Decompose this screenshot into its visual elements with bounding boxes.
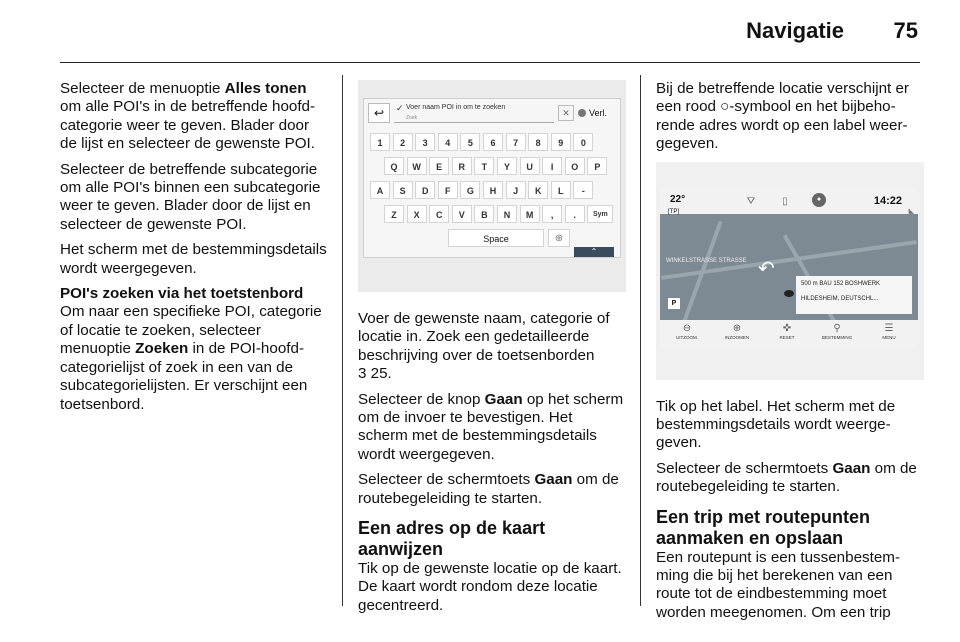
zoom-in-button[interactable]: ⊕ INZOOMEN	[714, 322, 760, 346]
key[interactable]: 5	[460, 133, 480, 151]
menu-icon: ☰	[884, 322, 894, 334]
source-icon[interactable]: ●	[812, 193, 826, 207]
key[interactable]: ,	[542, 205, 562, 223]
key[interactable]: 9	[551, 133, 571, 151]
key[interactable]: 1	[370, 133, 390, 151]
menu-button[interactable]: ☰ MENU	[866, 322, 912, 346]
verl-icon	[578, 109, 586, 117]
key[interactable]: 3	[415, 133, 435, 151]
paragraph: Een routepunt is een tussenbestemming die bij het berekenen van een route tot de eindbestemming moet worden meegenomen. Om een trip	[656, 548, 900, 621]
key[interactable]: E	[429, 157, 449, 175]
section-heading: Een adres op de kaart aanwijzen	[358, 518, 546, 560]
page-title: Navigatie	[746, 18, 844, 43]
key[interactable]: W	[407, 157, 427, 175]
globe-icon[interactable]: ⊕	[548, 229, 570, 247]
zoom-out-icon: ⊖	[682, 322, 692, 334]
key[interactable]: G	[460, 181, 480, 199]
map-top-bar	[660, 188, 918, 214]
keyboard-figure	[358, 80, 626, 292]
page-header	[60, 18, 920, 48]
section-subheading: POI's zoeken via het toetstenbord	[60, 285, 304, 303]
column-3	[656, 80, 924, 629]
search-input[interactable]: ✓ Voer naam POI in om te zoeken Zoek	[394, 103, 554, 123]
key[interactable]: C	[429, 205, 449, 223]
location-marker-icon	[784, 290, 794, 297]
tmc-indicator: [TP]	[668, 208, 680, 215]
key[interactable]: 0	[573, 133, 593, 151]
paragraph: Tik op de gewenste locatie op de kaart. De kaart wordt rondom deze locatie gecentreerd.	[358, 560, 622, 614]
address-label[interactable]: 500 m BAU 152 BOSHWERK HILDESHEIM, DEUTSCHL...	[796, 276, 912, 314]
temperature: 22°	[670, 193, 686, 205]
paragraph: Voer de gewenste naam, categorie of locatie in. Zoek een gedetailleerde beschrijving over de toetsenborden 3 25.	[358, 310, 610, 383]
navigation-icon[interactable]: ⛛	[746, 195, 756, 207]
key[interactable]: U	[520, 157, 540, 175]
key[interactable]: P	[587, 157, 607, 175]
key[interactable]: Z	[384, 205, 404, 223]
section-heading: Een trip met routepunten aanmaken en opslaan	[656, 506, 871, 548]
street-name: WINKELSTRASSE STRASSE	[666, 257, 747, 264]
key[interactable]: 7	[506, 133, 526, 151]
crosshair-icon: ✜	[782, 322, 792, 334]
paragraph: Bij de betreffende locatie verschijnt er een rood ○-symbool en het bijbehorende adres wordt op een label weergegeven.	[656, 80, 909, 153]
clear-icon[interactable]: ✕	[558, 105, 574, 121]
check-icon: ✓	[396, 103, 404, 113]
key[interactable]: N	[497, 205, 517, 223]
key[interactable]: R	[452, 157, 472, 175]
map-screen[interactable]	[660, 188, 918, 348]
key[interactable]: A	[370, 181, 390, 199]
paragraph: Om naar een specifieke POI, categorie of locatie te zoeken, selecteer menuoptie Zoeken in de POI-hoofdcategorielijst of zoek in een van de subcategorielijsten. Er verschijnt een toetsenbord.	[60, 303, 322, 413]
clock: 14:22	[873, 194, 902, 207]
paragraph: Selecteer de betreffende subcategorie om alle POI's binnen een subcategorie weer te geven. Blader door de lijst en selecteer de gewenste POI.	[60, 160, 321, 233]
key[interactable]: M	[520, 205, 540, 223]
key[interactable]: H	[483, 181, 503, 199]
page-reference: 3 25.	[358, 365, 392, 383]
destination-button[interactable]: ⚲ BESTEMMING	[814, 322, 860, 346]
zoom-in-icon: ⊕	[732, 322, 742, 334]
key[interactable]: 2	[393, 133, 413, 151]
key[interactable]: B	[474, 205, 494, 223]
key[interactable]: .	[565, 205, 585, 223]
key[interactable]: S	[393, 181, 413, 199]
column-divider-1	[342, 75, 343, 606]
keyboard-top-bar	[368, 103, 618, 125]
column-2	[358, 72, 626, 622]
space-key[interactable]: Space	[448, 229, 544, 247]
route-arrow-icon: ↶	[758, 257, 775, 280]
paragraph: Selecteer de knop Gaan op het scherm om de invoer te bevestigen. Het scherm met de bestemmingsdetails wordt weergegeven.	[358, 390, 624, 463]
paragraph: Tik op het label. Het scherm met de bestemmingsdetails wordt weergegeven.	[656, 397, 896, 452]
key[interactable]: 4	[438, 133, 458, 151]
key[interactable]: J	[506, 181, 526, 199]
paragraph: Selecteer de menuoptie Alles tonen om alle POI's in de betreffende hoofdcategorie weer te geven. Blader door de lijst en selecteer de gewenste POI.	[60, 80, 316, 153]
key[interactable]: Y	[497, 157, 517, 175]
key[interactable]: Q	[384, 157, 404, 175]
key[interactable]: -	[573, 181, 593, 199]
phone-icon[interactable]: ▯	[782, 195, 788, 207]
key[interactable]: V	[452, 205, 472, 223]
column-1	[60, 80, 327, 421]
signal-icon: ◣	[908, 207, 914, 215]
keyboard-screen	[363, 98, 621, 258]
search-icon: ⚲	[833, 322, 841, 334]
sym-key[interactable]: Sym	[587, 205, 613, 223]
key[interactable]: K	[528, 181, 548, 199]
key[interactable]: D	[415, 181, 435, 199]
page-number: 75	[893, 18, 918, 43]
parking-icon: P	[668, 298, 680, 309]
reset-button[interactable]: ✜ RESET	[764, 322, 810, 346]
key[interactable]: L	[551, 181, 571, 199]
map-figure	[656, 162, 924, 380]
key[interactable]: O	[565, 157, 585, 175]
back-arrow-icon[interactable]: ↩	[368, 103, 390, 123]
collapse-chevron-icon[interactable]: ⌃	[574, 247, 614, 257]
zoom-out-button[interactable]: ⊖ UITZOOM.	[664, 322, 710, 346]
column-divider-2	[640, 75, 641, 606]
verl-button[interactable]: Verl.	[578, 103, 618, 123]
key[interactable]: X	[407, 205, 427, 223]
header-rule	[60, 62, 920, 63]
key[interactable]: 6	[483, 133, 503, 151]
paragraph: Selecteer de schermtoets Gaan om de routebegeleiding te starten.	[656, 459, 917, 496]
paragraph: Selecteer de schermtoets Gaan om de routebegeleiding te starten.	[358, 471, 619, 507]
map-bottom-bar	[660, 320, 918, 348]
key[interactable]: I	[542, 157, 562, 175]
key[interactable]: T	[474, 157, 494, 175]
key[interactable]: F	[438, 181, 458, 199]
key[interactable]: 8	[528, 133, 548, 151]
paragraph: Het scherm met de bestemmingsdetails wordt weergegeven.	[60, 241, 327, 277]
